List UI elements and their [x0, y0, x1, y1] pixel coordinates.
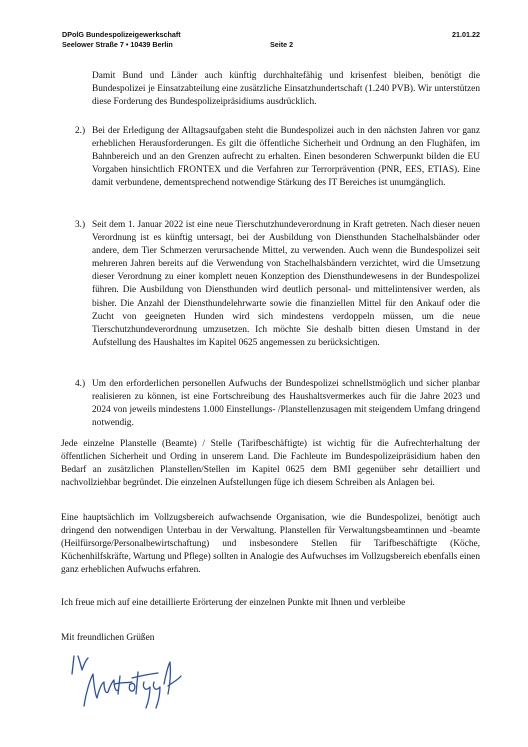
handwritten-signature: [70, 652, 200, 712]
list-item-text: Seit dem 1. Januar 2022 ist eine neue Tierschutzhundeverordnung in Kraft getreten. Nach dieser neuen Verordnung ist es künftig untersagt, bei der Ausbildung von Diensthunden Stachelhalsbänder oder andere, dem Tier Schmerzen verursachende Mittel, zu verwenden. Auch wenn die Bundespolizei seit mehreren Jahren bereits auf die Verwendung von Stachelhalsbändern verzichtet, wird die Umsetzung dieser Verordnung zu einer komplett neuen Konzeption des Diensthundewesens in der Bundespolizei führen. Die Ausbildung von Diensthunden wird deutlich personal- und mittelintensiver werden, als bisher. Die Anzahl der Diensthundelehrwarte sowie die finanziellen Mittel für den Ankauf oder die Zucht von geeigneten Hunden wird sich mindestens verdoppeln müssen, um die neue Tierschutzhundeverordnung umzusetzen. Ich möchte Sie deshalb bitten diesen Umstand in der Aufstellung des Haushaltes im Kapitel 0625 angemessen zu berücksichtigen.: [92, 220, 480, 348]
closing-salutation: Mit freundlichen Grüßen: [61, 633, 155, 643]
intro-paragraph: Damit Bund und Länder auch künftig durchhaltefähig und krisenfest bleiben, benötigt die Bundespolizei je Einsatzabteilung eine zusätzliche Einsatzhundertschaft (1.240 PVB). Wir unterstützen diese Forderung des Bundespolizeipräsidiums ausdrücklich.: [92, 71, 480, 108]
list-item: [76, 378, 480, 430]
list-item-text: Bei der Erledigung der Alltagsaufgaben steht die Bundespolizei auch in den nächsten Jahren vor ganz erheblichen Herausforderungen. Es gilt die öffentliche Sicherheit und Ordnung an den Flughäfen, im Bahnbereich und an den Grenzen aufrecht zu erhalten. Einen besonderen Schwerpunkt bilden die EU Vorgaben hinsichtlich FRONTEX und die Verfahren zur Terrorprävention (PNR, EES, ETIAS). Eine damit verbundene, dementsprechend notwendige Stärkung des IT Bereiches ist unumgänglich.: [92, 126, 480, 189]
list-item-text: Um den erforderlichen personellen Aufwuchs der Bundespolizei schnellstmöglich und sicher planbar realisieren zu können, ist eine Fortschreibung des Haushaltsvermerkes auch für die Jahre 2023 und 2024 von jeweils mindestens 1.000 Einstellungs- /Planstellenzusagen mit steigendem Umfang dringend notwendig.: [92, 379, 480, 429]
list-item-number: 4.): [75, 379, 86, 389]
org-address: Seelower Straße 7 • 10439 Berlin: [62, 39, 173, 49]
letter-date: 21.01.22: [452, 30, 480, 39]
letterhead: [62, 30, 480, 49]
list-item: [76, 125, 480, 190]
org-name: DPolG Bundespolizeigewerkschaft: [62, 30, 181, 39]
paragraph-closing-remark: Ich freue mich auf eine detaillierte Erörterung der einzelnen Punkte mit Ihnen und verbleibe: [61, 598, 406, 608]
paragraph-planstellen: Jede einzelne Planstelle (Beamte) / Stelle (Tarifbeschäftigte) ist wichtig für die Aufrechterhaltung der öffentlichen Sicherheit und Ording in unserem Land. Die Fachleute im Bundespolizeipräsidium haben den Bedarf an zusätzlichen Planstellen/Stellen im Kapitel 0625 dem BMI gegenüber sehr detailliert und nachvollziehbar begründet. Die einzelnen Aufstellungen füge ich diesem Schreiben als Anlagen bei.: [61, 439, 480, 489]
list-item-number: 2.): [75, 126, 86, 136]
list-item-number: 3.): [75, 220, 86, 230]
paragraph-verwaltung: Eine hauptsächlich im Vollzugsbereich aufwachsende Organisation, wie die Bundespolizei, benötigt auch dringend den notwendigen Unterbau in der Verwaltung. Planstellen für Verwaltungsbeamtinnen und -beamte (Heilfürsorge/Personalbewirtschaftung) und insbesondere Stellen für Tarifbeschäftigte (Köche, Küchenhilfskräfte, Wartung und Pflege) sollten in Analogie des Aufwuchses im Vollzugsbereich ebenfalls einen ganz erheblichen Aufwuchs erfahren.: [61, 513, 480, 576]
page-number: Seite 2: [270, 39, 294, 49]
list-item: [76, 219, 480, 350]
